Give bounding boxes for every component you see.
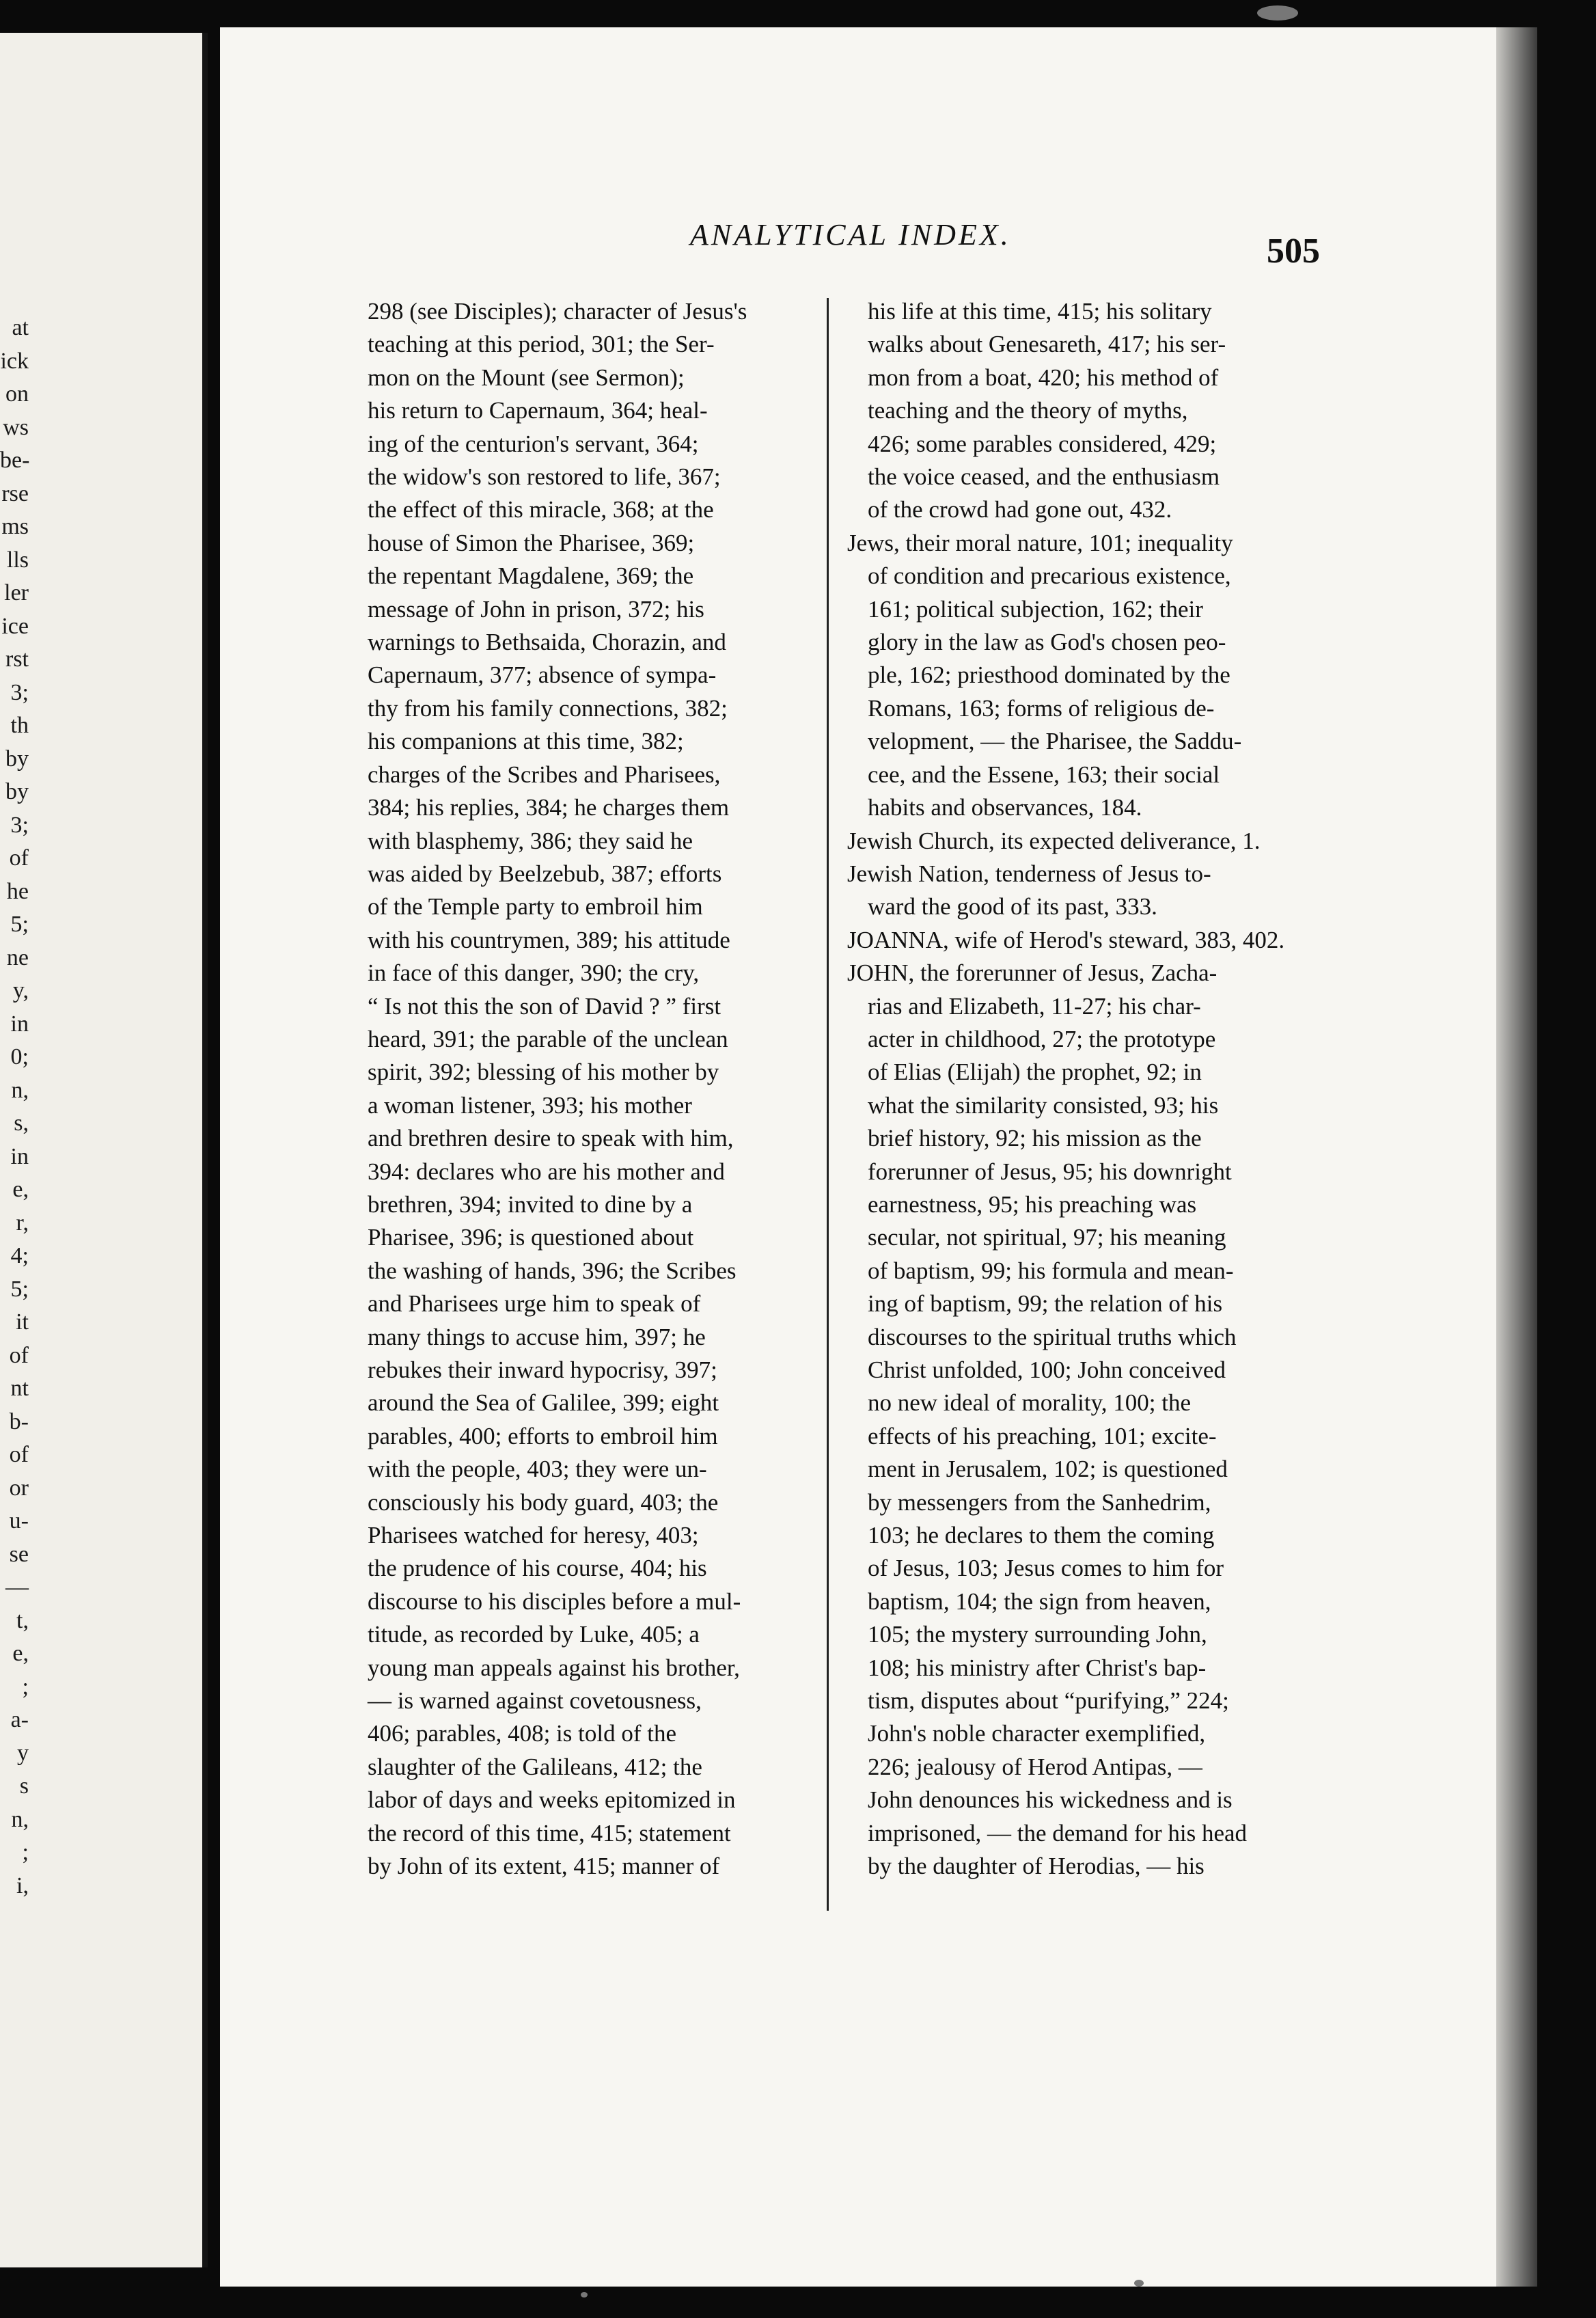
fragment-line: u- — [9, 1508, 29, 1533]
index-line: 406; parables, 408; is told of the — [368, 1720, 677, 1747]
fragment-line: 5; — [10, 1276, 29, 1302]
index-line: Romans, 163; forms of religious de- — [868, 694, 1215, 722]
index-line: 103; he declares to them the coming — [868, 1522, 1215, 1549]
page-gutter-shadow — [1496, 27, 1537, 2287]
fragment-line: ler — [4, 580, 29, 605]
fragment-line: 5; — [10, 912, 29, 937]
index-line: John denounces his wickedness and is — [868, 1786, 1233, 1814]
fragment-line: 0; — [10, 1044, 29, 1069]
index-line: rebukes their inward hypocrisy, 397; — [368, 1356, 717, 1383]
fragment-line: 3; — [10, 679, 29, 705]
fragment-line: ice — [1, 613, 29, 639]
fragment-line: t, — [16, 1607, 29, 1633]
index-line: message of John in prison, 372; his — [368, 595, 704, 623]
index-line: earnestness, 95; his preaching was — [868, 1190, 1197, 1218]
index-line: effects of his preaching, 101; excite- — [868, 1422, 1217, 1449]
index-line: 161; political subjection, 162; their — [868, 595, 1203, 623]
fragment-line: of — [9, 845, 29, 871]
fragment-line: rse — [1, 480, 29, 506]
index-line: was aided by Beelzebub, 387; efforts — [368, 860, 722, 887]
index-line: with the people, 403; they were un- — [368, 1456, 707, 1483]
index-line: his life at this time, 415; his solitary — [868, 298, 1212, 325]
index-line: his return to Capernaum, 364; heal- — [368, 397, 708, 424]
index-line: thy from his family connections, 382; — [368, 694, 728, 722]
fragment-line: ms — [1, 514, 29, 539]
fragment-line: 4; — [10, 1243, 29, 1268]
index-line: with blasphemy, 386; they said he — [368, 827, 693, 854]
index-line: Pharisees watched for heresy, 403; — [368, 1522, 699, 1549]
fragment-line: it — [16, 1309, 29, 1335]
index-line: the effect of this miracle, 368; at the — [368, 496, 714, 523]
fragment-line: of — [9, 1342, 29, 1368]
running-header: ANALYTICAL INDEX. — [690, 218, 1011, 251]
index-line: what the similarity consisted, 93; his — [868, 1091, 1219, 1119]
fragment-line: e, — [12, 1177, 29, 1202]
scan-speck — [1134, 2280, 1144, 2287]
fragment-line: he — [6, 878, 29, 904]
index-line: in face of this danger, 390; the cry, — [368, 959, 700, 987]
index-line: imprisoned, — the demand for his head — [868, 1819, 1248, 1846]
fragment-line: rst — [5, 646, 29, 672]
index-line: no new ideal of morality, 100; the — [868, 1389, 1192, 1417]
fragment-line: y — [17, 1740, 29, 1766]
index-line: Christ unfolded, 100; John conceived — [868, 1356, 1226, 1383]
fragment-line: on — [5, 381, 29, 407]
index-line: habits and observances, 184. — [868, 794, 1142, 821]
index-line: 108; his ministry after Christ's bap- — [868, 1654, 1207, 1681]
fragment-line: n, — [11, 1806, 29, 1832]
index-line: ing of the centurion's servant, 364; — [368, 430, 699, 457]
scan-speck — [581, 2292, 588, 2297]
index-line: teaching at this period, 301; the Ser- — [368, 331, 715, 358]
fragment-line: e, — [12, 1641, 29, 1666]
index-line: spirit, 392; blessing of his mother by — [368, 1059, 719, 1086]
index-line: young man appeals against his brother, — [368, 1654, 740, 1681]
fragment-line: a- — [10, 1707, 29, 1732]
index-line: 426; some parables considered, 429; — [868, 430, 1217, 457]
fragment-line: at — [12, 315, 29, 340]
index-line: Pharisee, 396; is questioned about — [368, 1224, 694, 1251]
index-line: discourses to the spiritual truths which — [868, 1323, 1237, 1350]
index-line: charges of the Scribes and Pharisees, — [368, 761, 721, 788]
fragment-line: nt — [10, 1376, 29, 1401]
index-line: around the Sea of Galilee, 399; eight — [368, 1389, 719, 1417]
fragment-line: of — [9, 1442, 29, 1467]
index-entry-heading: Jewish Church, its expected deliverance, 1. — [847, 827, 1261, 854]
index-line: by the daughter of Herodias, — his — [868, 1853, 1205, 1880]
page-number: 505 — [1267, 232, 1320, 271]
index-line: a woman listener, 393; his mother — [368, 1091, 692, 1119]
index-line: titude, as recorded by Luke, 405; a — [368, 1621, 700, 1648]
index-line: with his countrymen, 389; his attitude — [368, 926, 730, 953]
index-line: glory in the law as God's chosen peo- — [868, 629, 1226, 656]
fragment-line: — — [5, 1574, 29, 1600]
index-line: “ Is not this the son of David ? ” first — [368, 992, 721, 1020]
index-line: baptism, 104; the sign from heaven, — [868, 1587, 1211, 1615]
fragment-line: se — [9, 1541, 29, 1567]
index-line: John's noble character exemplified, — [868, 1720, 1206, 1747]
fragment-line: lls — [6, 547, 29, 573]
index-line: cee, and the Essene, 163; their social — [868, 761, 1220, 788]
index-line: ment in Jerusalem, 102; is questioned — [868, 1456, 1228, 1483]
fragment-line: s, — [14, 1110, 29, 1136]
fragment-line: s — [19, 1773, 29, 1799]
index-line: tism, disputes about “purifying,” 224; — [868, 1687, 1229, 1715]
index-line: mon on the Mount (see Sermon); — [368, 364, 685, 391]
scan-speck — [1257, 5, 1298, 21]
index-line: rias and Elizabeth, 11-27; his char- — [868, 992, 1201, 1020]
index-line: 384; his replies, 384; he charges them — [368, 794, 730, 821]
index-entry-heading: Jewish Nation, tenderness of Jesus to- — [847, 860, 1211, 887]
left-page-edge — [0, 33, 208, 2267]
column-divider — [827, 298, 829, 1911]
index-line: labor of days and weeks epitomized in — [368, 1786, 736, 1814]
index-line: discourse to his disciples before a mul- — [368, 1587, 741, 1615]
fragment-line: ne — [6, 944, 29, 970]
index-line: of baptism, 99; his formula and mean- — [868, 1257, 1234, 1284]
fragment-line: ws — [3, 414, 29, 440]
index-line: and Pharisees urge him to speak of — [368, 1290, 701, 1318]
fragment-line: ; — [22, 1674, 29, 1700]
index-line: his companions at this time, 382; — [368, 728, 684, 755]
index-line: parables, 400; efforts to embroil him — [368, 1422, 718, 1449]
index-line: 226; jealousy of Herod Antipas, — — [868, 1753, 1202, 1780]
index-line: of Elias (Elijah) the prophet, 92; in — [868, 1059, 1202, 1086]
index-line: Capernaum, 377; absence of sympa- — [368, 662, 717, 689]
index-line: forerunner of Jesus, 95; his downright — [868, 1158, 1232, 1185]
index-entry-heading: JOANNA, wife of Herod's steward, 383, 402. — [847, 926, 1285, 953]
index-line: the voice ceased, and the enthusiasm — [868, 463, 1220, 491]
fragment-line: i, — [16, 1872, 29, 1898]
fragment-line: b- — [9, 1408, 29, 1434]
index-line: velopment, — the Pharisee, the Saddu- — [868, 728, 1242, 755]
index-line: and brethren desire to speak with him, — [368, 1125, 734, 1152]
fragment-line: 3; — [10, 812, 29, 838]
fragment-line: in — [10, 1143, 29, 1169]
fragment-line: ; — [22, 1840, 29, 1865]
fragment-line: r, — [16, 1210, 29, 1236]
fragment-line: ick — [0, 348, 29, 374]
index-line: of Jesus, 103; Jesus comes to him for — [868, 1555, 1224, 1582]
index-line: ple, 162; priesthood dominated by the — [868, 662, 1230, 689]
index-line: of the crowd had gone out, 432. — [868, 496, 1172, 523]
fragment-line: y, — [12, 978, 29, 1003]
index-line: mon from a boat, 420; his method of — [868, 364, 1219, 391]
index-line: 394: declares who are his mother and — [368, 1158, 725, 1185]
index-column-right — [847, 295, 1325, 1901]
index-column-left — [368, 295, 818, 1901]
index-line: brief history, 92; his mission as the — [868, 1125, 1202, 1152]
index-line: by messengers from the Sanhedrim, — [868, 1488, 1211, 1516]
index-line: the prudence of his course, 404; his — [368, 1555, 707, 1582]
index-line: walks about Genesareth, 417; his ser- — [868, 331, 1226, 358]
index-line: ing of baptism, 99; the relation of his — [868, 1290, 1223, 1318]
index-line: warnings to Bethsaida, Chorazin, and — [368, 629, 726, 656]
index-line: heard, 391; the parable of the unclean — [368, 1025, 728, 1052]
index-line: many things to accuse him, 397; he — [368, 1323, 706, 1350]
left-page-fragment — [0, 312, 29, 1903]
fragment-line: be- — [0, 448, 30, 473]
index-line: acter in childhood, 27; the prototype — [868, 1025, 1216, 1052]
index-entry-heading: JOHN, the forerunner of Jesus, Zacha- — [847, 959, 1217, 987]
fragment-line: n, — [11, 1077, 29, 1103]
fragment-line: in — [10, 1011, 29, 1037]
index-line: 105; the mystery surrounding John, — [868, 1621, 1207, 1648]
index-line: 298 (see Disciples); character of Jesus's — [368, 298, 747, 325]
index-line: ward the good of its past, 333. — [868, 893, 1157, 921]
index-line: the widow's son restored to life, 367; — [368, 463, 721, 491]
fragment-line: by — [5, 746, 29, 772]
index-line: slaughter of the Galileans, 412; the — [368, 1753, 702, 1780]
index-line: of the Temple party to embroil him — [368, 893, 703, 921]
index-line: by John of its extent, 415; manner of — [368, 1853, 720, 1880]
index-line: the record of this time, 415; statement — [368, 1819, 731, 1846]
index-line: consciously his body guard, 403; the — [368, 1488, 719, 1516]
index-line: the washing of hands, 396; the Scribes — [368, 1257, 737, 1284]
index-entry-heading: Jews, their moral nature, 101; inequality — [847, 529, 1233, 556]
index-line: of condition and precarious existence, — [868, 562, 1231, 590]
index-line: secular, not spiritual, 97; his meaning — [868, 1224, 1226, 1251]
index-line: teaching and the theory of myths, — [868, 397, 1188, 424]
fragment-line: th — [10, 713, 29, 738]
fragment-line: or — [9, 1475, 29, 1501]
index-line: house of Simon the Pharisee, 369; — [368, 529, 695, 556]
fragment-line: by — [5, 779, 29, 804]
index-line: — is warned against covetousness, — [368, 1687, 702, 1715]
index-line: brethren, 394; invited to dine by a — [368, 1190, 693, 1218]
index-line: the repentant Magdalene, 369; the — [368, 562, 694, 590]
